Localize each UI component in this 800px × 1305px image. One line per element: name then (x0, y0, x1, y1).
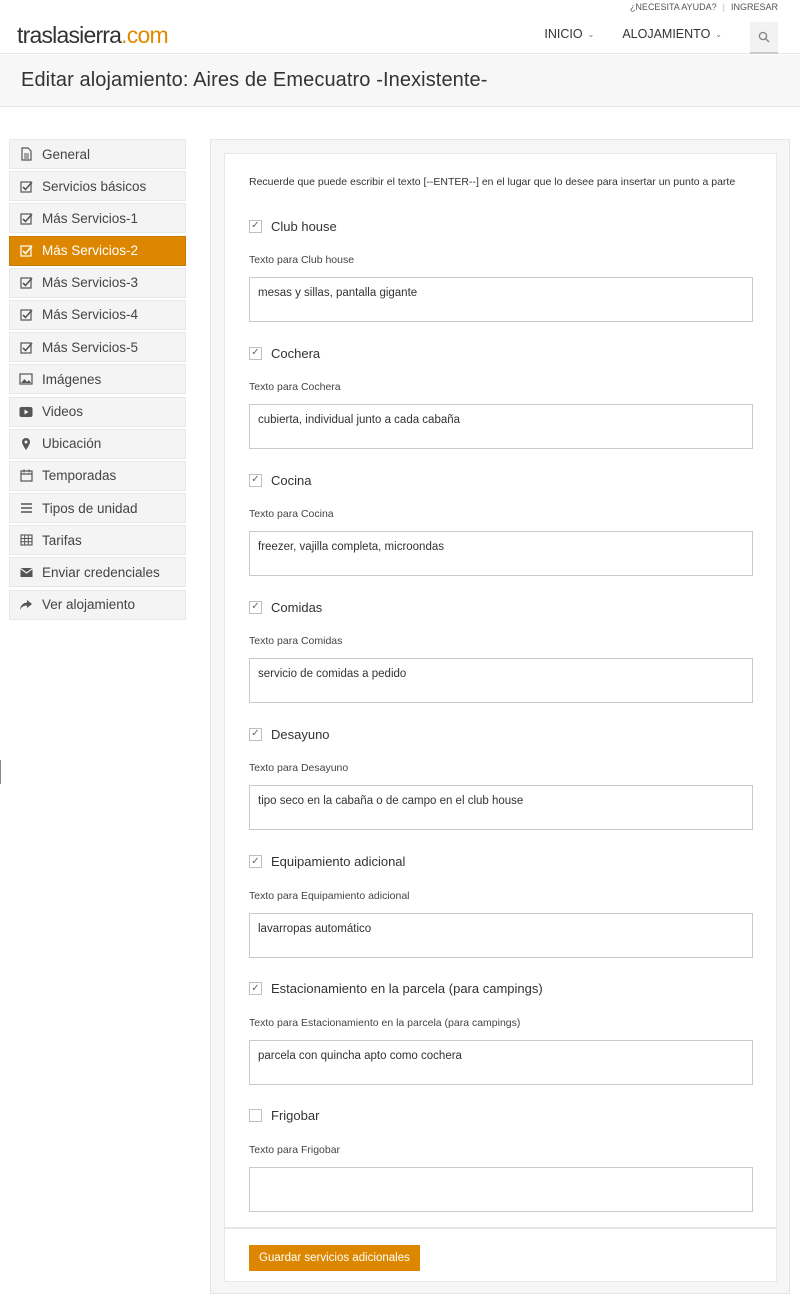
checkbox-row (249, 345, 753, 361)
form-intro-text: Recuerde que puede escribir el texto [--ENTER--] en el lugar que lo desee para insertar un punto a parte (249, 176, 736, 188)
save-services-button[interactable]: Guardar servicios adicionales (249, 1245, 420, 1271)
sidebar-item-tarifas[interactable] (9, 525, 186, 555)
share-arrow-icon (19, 598, 33, 612)
service-checkbox-comidas[interactable] (249, 601, 262, 614)
sidebar-item-label: General (42, 146, 91, 162)
divider (0, 760, 1, 784)
checkbox-icon (19, 308, 33, 322)
checkbox-label: Frigobar (271, 1108, 320, 1124)
checkbox-icon (19, 276, 33, 290)
service-field-frigobar (249, 1108, 753, 1212)
checkbox-row (249, 218, 753, 234)
nav-label: INICIO (544, 27, 583, 41)
service-field-cocina (249, 472, 753, 576)
page-title: Editar alojamiento: Aires de Emecuatro -Inexistente- (21, 69, 488, 91)
sidebar-item-temporadas[interactable] (9, 461, 186, 491)
checkbox-icon (19, 211, 33, 225)
checkbox-label: Desayuno (271, 726, 330, 742)
image-icon (19, 372, 33, 386)
sidebar-item-label: Videos (42, 404, 84, 419)
checkbox-row (249, 472, 753, 488)
checkmark-icon: ✓ (251, 474, 260, 486)
sidebar-item-label: Más Servicios-5 (42, 339, 139, 355)
chevron-down-icon: ⌄ (587, 29, 595, 39)
nav-item-inicio[interactable] (544, 27, 594, 41)
service-field-club-house (249, 218, 753, 322)
sidebar-item-label: Más Servicios-4 (42, 307, 139, 323)
checkmark-icon: ✓ (251, 855, 260, 867)
service-text-input-comidas[interactable]: servicio de comidas a pedido (249, 658, 753, 703)
sidebar-item-label: Servicios básicos (42, 178, 147, 194)
service-field-equipamiento-adicional (249, 854, 753, 958)
service-text-input-equipamiento-adicional[interactable]: lavarropas automático (249, 913, 753, 958)
service-text-input-frigobar[interactable] (249, 1167, 753, 1212)
service-field-estacionamiento-en-la-parcela-para-campings (249, 981, 753, 1085)
service-text-input-club-house[interactable]: mesas y sillas, pantalla gigante (249, 277, 753, 322)
sidebar-item-label: Más Servicios-1 (42, 210, 139, 226)
text-field-label: Texto para Equipamiento adicional (249, 889, 410, 902)
nav-item-alojamiento[interactable] (622, 27, 722, 41)
sidebar-item-enviar-credenciales[interactable] (9, 557, 186, 587)
service-text-input-cocina[interactable]: freezer, vajilla completa, microondas (249, 531, 753, 576)
text-field-label: Texto para Cocina (249, 508, 334, 521)
checkmark-icon: ✓ (251, 728, 260, 740)
text-field-label: Texto para Frigobar (249, 1143, 341, 1156)
checkmark-icon: ✓ (251, 347, 260, 359)
sidebar-item-label: Ubicación (42, 436, 102, 452)
service-checkbox-club-house[interactable] (249, 220, 262, 233)
sidebar-item-mas-servicios-3[interactable] (9, 268, 186, 298)
text-field-label: Texto para Club house (249, 254, 355, 266)
sidebar (9, 139, 186, 622)
checkmark-icon: ✓ (251, 982, 260, 994)
sidebar-item-ver-alojamiento[interactable] (9, 590, 186, 620)
service-checkbox-frigobar[interactable] (249, 1109, 262, 1122)
calendar-icon (19, 469, 33, 483)
sidebar-item-label: Ver alojamiento (42, 597, 136, 613)
sidebar-item-mas-servicios-2[interactable] (9, 236, 186, 266)
service-checkbox-equipamiento-adicional[interactable] (249, 855, 262, 868)
logo-text: traslasierra (17, 22, 122, 48)
service-checkbox-estacionamiento-en-la-parcela-para-campings[interactable] (249, 982, 262, 995)
form-panel (210, 139, 790, 1294)
checkbox-row (249, 854, 753, 870)
service-checkbox-cochera[interactable] (249, 347, 262, 360)
sidebar-item-mas-servicios-1[interactable] (9, 203, 186, 233)
sidebar-item-label: Imágenes (42, 371, 102, 387)
sidebar-item-mas-servicios-5[interactable] (9, 332, 186, 362)
checkbox-icon (19, 244, 33, 258)
search-button[interactable] (750, 22, 778, 54)
map-pin-icon (19, 437, 33, 451)
sidebar-item-label: Temporadas (42, 468, 117, 484)
checkbox-row (249, 981, 753, 997)
checkmark-icon: ✓ (251, 601, 260, 613)
checkbox-label: Cocina (271, 472, 312, 488)
sidebar-item-mas-servicios-4[interactable] (9, 300, 186, 330)
checkbox-label: Cochera (271, 345, 321, 361)
site-logo[interactable] (17, 22, 168, 49)
checkbox-row (249, 1108, 753, 1124)
search-icon (758, 31, 770, 43)
checkmark-icon: ✓ (251, 220, 260, 231)
sidebar-item-label: Tarifas (42, 532, 82, 548)
sidebar-item-label: Tipos de unidad (42, 500, 138, 516)
sidebar-item-videos[interactable] (9, 397, 186, 427)
checkbox-label: Comidas (271, 599, 323, 615)
checkbox-row (249, 726, 753, 742)
service-text-input-estacionamiento-en-la-parcela-para-campings[interactable]: parcela con quincha apto como cochera (249, 1040, 753, 1085)
site-header (0, 14, 800, 54)
text-field-label: Texto para Comidas (249, 635, 343, 648)
sidebar-item-ubicacion[interactable] (9, 429, 186, 459)
chevron-down-icon: ⌄ (715, 29, 722, 39)
video-icon (19, 405, 33, 419)
text-field-label: Texto para Estacionamiento en la parcela (para campings) (249, 1016, 521, 1029)
top-help-bar (630, 0, 778, 14)
service-checkbox-cocina[interactable] (249, 474, 262, 487)
text-field-label: Texto para Cochera (249, 381, 341, 394)
list-icon (19, 501, 33, 515)
checkbox-row (249, 599, 753, 615)
form-body (224, 153, 777, 1228)
service-checkbox-desayuno[interactable] (249, 728, 262, 741)
service-text-input-cochera[interactable]: cubierta, individual junto a cada cabaña (249, 404, 753, 449)
login-link[interactable]: INGRESAR (730, 2, 778, 12)
help-link[interactable]: ¿NECESITA AYUDA? (629, 2, 717, 12)
service-text-input-desayuno[interactable]: tipo seco en la cabaña o de campo en el club house (249, 785, 753, 830)
sidebar-item-general[interactable] (9, 139, 186, 169)
divider: | (722, 2, 725, 12)
text-field-label: Texto para Desayuno (249, 762, 349, 775)
table-icon (19, 533, 33, 547)
checkbox-label: Club house (271, 218, 337, 234)
service-field-desayuno (249, 726, 753, 830)
nav-label: ALOJAMIENTO (622, 27, 711, 41)
logo-domain: .com (121, 22, 168, 48)
service-field-cochera (249, 345, 753, 449)
sidebar-item-label: Más Servicios-3 (42, 275, 139, 291)
checkbox-icon (19, 179, 33, 193)
document-icon (19, 147, 33, 161)
page-title-bar (0, 55, 800, 107)
checkbox-label: Estacionamiento en la parcela (para campings) (271, 981, 543, 997)
checkbox-label: Equipamiento adicional (271, 854, 406, 869)
main-nav (544, 14, 778, 54)
sidebar-item-imagenes[interactable] (9, 364, 186, 394)
sidebar-item-label: Más Servicios-2 (42, 243, 139, 259)
sidebar-item-servicios-basicos[interactable] (9, 171, 186, 201)
sidebar-item-tipos-de-unidad[interactable] (9, 493, 186, 523)
sidebar-item-label: Enviar credenciales (42, 564, 160, 580)
checkbox-icon (19, 340, 33, 354)
envelope-icon (19, 565, 33, 579)
service-field-comidas (249, 599, 753, 703)
form-footer (224, 1228, 777, 1282)
